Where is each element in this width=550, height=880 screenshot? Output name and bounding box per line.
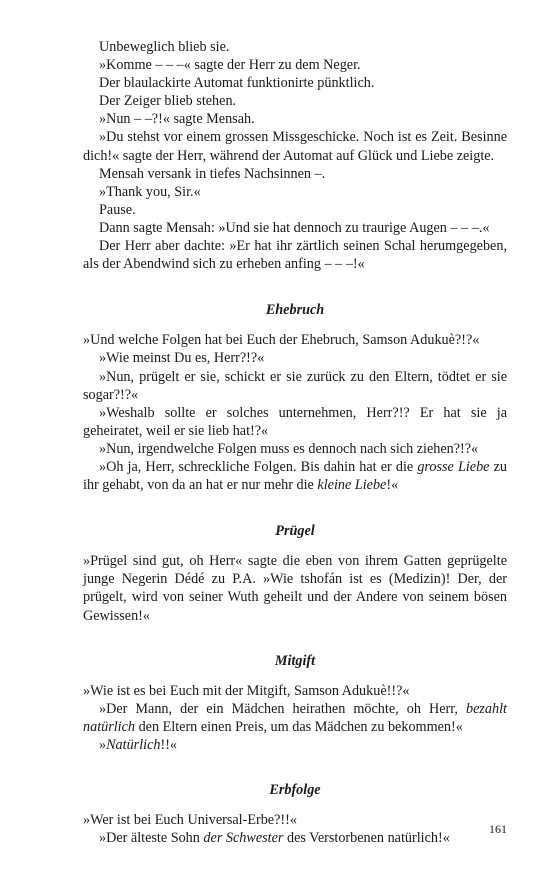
emphasis: bezahlt natürlich	[83, 700, 507, 735]
section-heading-mitgift: Mitgift	[274, 652, 316, 669]
emphasis: der Schwester	[203, 830, 284, 847]
book-page	[83, 38, 507, 847]
text-span: !!«	[160, 737, 178, 753]
emphasis: kleine Liebe	[317, 477, 387, 494]
paragraph	[83, 829, 507, 847]
paragraph: »Nun, prügelt er sie, schickt er sie zurück zu den Eltern, tödtet er sie sogar?!?«	[83, 368, 507, 403]
section-ehebruch	[83, 331, 507, 494]
paragraph: Der blaulackirte Automat funktionirte pünktlich.	[99, 75, 375, 92]
paragraph: Mensah versank in tiefes Nachsinnen –.	[99, 165, 326, 182]
paragraph: »Thank you, Sir.«	[99, 183, 201, 200]
page-number: 161	[489, 822, 507, 836]
emphasis: Natürlich	[106, 737, 161, 753]
paragraph: »Wer ist bei Euch Universal-Erbe?!!«	[83, 812, 297, 829]
paragraph: »Und welche Folgen hat bei Euch der Ehebruch, Samson Adukuè?!?«	[83, 332, 480, 349]
text-span: zu ihr gehabt, von da an hat er nur mehr die	[83, 458, 507, 494]
paragraph: Dann sagte Mensah: »Und sie hat dennoch zu traurige Augen – – –.«	[99, 219, 490, 236]
paragraph: »Wie ist es bei Euch mit der Mitgift, Samson Adukuè!!?«	[83, 682, 410, 699]
text-span: »Der älteste Sohn	[99, 830, 204, 847]
paragraph: Pause.	[99, 201, 136, 218]
section-heading-ehebruch: Ehebruch	[265, 302, 325, 319]
emphasis: grosse Liebe	[417, 458, 490, 475]
paragraph	[83, 736, 507, 754]
section-erbfolge	[83, 811, 507, 847]
paragraph: »Wie meinst Du es, Herr?!?«	[99, 350, 265, 367]
paragraph: »Du stehst vor einem grossen Missgeschicke. Noch ist es Zeit. Besinne dich!« sagte der Herr, während der Automat auf Glück und Liebe zeigte.	[83, 129, 507, 164]
text-span: »Der Mann, der ein Mädchen heirathen möchte, oh Herr,	[99, 700, 467, 717]
text-span: »Oh ja, Herr, schreckliche Folgen. Bis dahin hat er die	[99, 458, 418, 475]
paragraph: »Nun, irgendwelche Folgen muss es dennoch nach sich ziehen?!?«	[99, 440, 479, 457]
text-span: den Eltern einen Preis, um das Mädchen zu bekommen!«	[135, 718, 463, 735]
section-heading-pruegel: Prügel	[275, 523, 315, 540]
text-span: »	[99, 737, 107, 753]
section-pruegel	[83, 552, 507, 624]
paragraph	[83, 700, 507, 736]
paragraph: Unbeweglich blieb sie.	[99, 39, 230, 55]
paragraph: »Komme – – –« sagte der Herr zu dem Neger.	[99, 57, 361, 74]
section-mitgift	[83, 682, 507, 754]
paragraph: »Nun – –?!« sagte Mensah.	[99, 111, 255, 128]
paragraph: »Weshalb sollte er solches unternehmen, Herr?!? Er hat sie ja geheiratet, weil er sie lieb hat!?«	[83, 404, 507, 439]
text-span: !«	[386, 477, 399, 494]
paragraph: »Prügel sind gut, oh Herr« sagte die eben von ihrem Gatten geprügelte junge Negerin Dédé zu P.A. »Wie tshofán ist es (Medizin)! Der, der prügelt, wird von seiner Wuth geheilt und der Andere von seinem bösen Gewissen!«	[83, 553, 507, 624]
paragraph: Der Zeiger blieb stehen.	[99, 93, 237, 110]
text-span: des Verstorbenen natürlich!«	[283, 830, 450, 847]
paragraph	[83, 458, 507, 494]
section-heading-erbfolge: Erbfolge	[269, 782, 321, 799]
section-mensah	[83, 38, 507, 273]
paragraph: Der Herr aber dachte: »Er hat ihr zärtlich seinen Schal herumgegeben, als der Abendwind sich zu erheben anfing – – –!«	[83, 238, 507, 273]
